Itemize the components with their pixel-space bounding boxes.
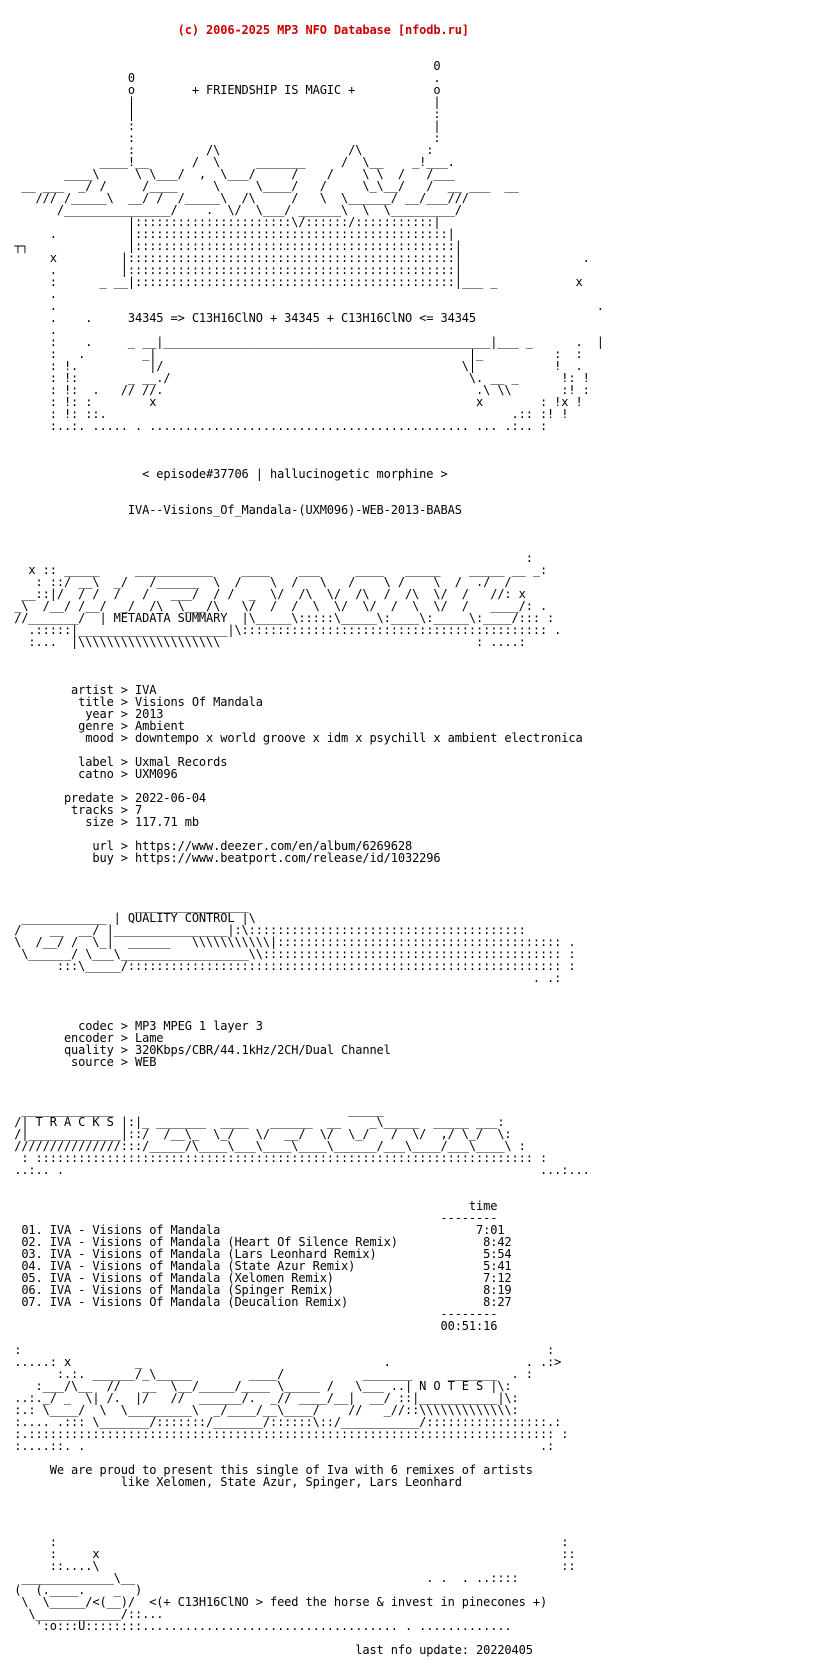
nfo-line: IVA--Visions_Of_Mandala-(UXM096)-WEB-2013-BABAS (0, 503, 462, 517)
nfo-line (0, 432, 604, 444)
nfo-line: encoder > Lame (0, 1031, 164, 1045)
nfo-line: 01. IVA - Visions of Mandala 7:01 (0, 1223, 505, 1237)
nfo-line: ..:.. . ...:... (0, 1163, 590, 1177)
nfo-text-body (0, 60, 604, 1656)
nfo-line: < episode#37706 | hallucinogetic morphine > (0, 467, 448, 481)
nfo-line (0, 528, 604, 540)
nfo-line: ┬┐ |:::::::::::::::::::::::::::::::::::::::::::::| (0, 239, 462, 253)
nfo-line: ..:._/ _ \| /. |/ // ______/. _// ____/__| __/ ::|___________|\: (0, 1391, 519, 1405)
nfo-line: url > https://www.deezer.com/en/album/6269628 (0, 839, 413, 853)
nfo-line: :___/\__ // __ \__/_____/____ \_____ / \___ ..| N O T E S |\: (0, 1379, 512, 1393)
nfo-line: 02. IVA - Visions of Mandala (Heart Of Silence Remix) 8:42 (0, 1235, 512, 1249)
nfo-line (0, 984, 604, 996)
nfo-line (0, 1512, 604, 1524)
nfo-line: x |::::::::::::::::::::::::::::::::::::::::::::::| . (0, 251, 590, 265)
nfo-line: |::::::::::::::::::::::\/::::::/:::::::::::| (0, 215, 441, 229)
nfo-line: : | (0, 119, 441, 133)
nfo-line: 06. IVA - Visions of Mandala (Spinger Remix) 8:19 (0, 1283, 512, 1297)
nfo-line: 0 (0, 59, 441, 73)
nfo-line: quality > 320Kbps/CBR/44.1kHz/2CH/Dual Channel (0, 1043, 391, 1057)
nfo-line: :..:. ..... . ............................................. ... .:.. : (0, 419, 548, 433)
nfo-line: :.:. ______/_\_____ ____/ _______ _______ . : (0, 1367, 533, 1381)
nfo-line: ________________ (0, 899, 249, 913)
nfo-line: :....::. . .: (0, 1439, 555, 1453)
nfo-line: buy > https://www.beatport.com/release/id/1032296 (0, 851, 441, 865)
nfo-line (0, 876, 604, 888)
nfo-line: .:::::|_____________________|\::::::::::::::::::::::::::::::::::::::::::: . (0, 623, 562, 637)
nfo-line: -------- (0, 1307, 498, 1321)
nfo-line: codec > MP3 MPEG 1 layer 3 (0, 1019, 263, 1033)
nfo-line: : ::/ __\ _/ /______ \ / \ / \ / \ / \ / ./ / (0, 575, 512, 589)
nfo-line: | | (0, 95, 441, 109)
nfo-line: : . _ __|______________________________________________|___ _ . | (0, 335, 604, 349)
nfo-line: : :::::::::::::::::::::::::::::::::::::::::::::::::::::::::::::::::::::: : (0, 1151, 548, 1165)
nfo-line: : !: ::. .:: :! ! (0, 407, 569, 421)
nfo-line: : : (0, 1535, 569, 1549)
nfo-line (0, 1632, 604, 1644)
nfo-line: size > 117.71 mb (0, 815, 199, 829)
nfo-line: like Xelomen, State Azur, Spinger, Lars Leonhard (0, 1475, 462, 1489)
nfo-line: source > WEB (0, 1055, 157, 1069)
nfo-line: title > Visions Of Mandala (0, 695, 263, 709)
nfo-line (0, 516, 604, 528)
nfo-line (0, 444, 604, 456)
nfo-line: | : (0, 107, 441, 121)
nfo-line: ____________ | QUALITY CONTROL |\ (0, 911, 256, 925)
nfo-line (0, 1500, 604, 1512)
nfo-line: ____\ \ \___/ , \___/ / / \ \ / /___ (0, 167, 455, 181)
nfo-line: : : (0, 131, 441, 145)
copyright-header: (c) 2006-2025 MP3 NFO Database [nfodb.ru] (0, 23, 469, 37)
nfo-line: ____!__ / \ _______ / \__ _!___. (0, 155, 455, 169)
nfo-line: -------- (0, 1211, 498, 1225)
nfo-line: ':o:::U::::::::.................................... . ............. (0, 1619, 512, 1633)
nfo-line: 04. IVA - Visions of Mandala (State Azur Remix) 5:41 (0, 1259, 512, 1273)
nfo-line: ///////////////:::/_____/\____\___\____\____\______/___\____/___\____\ : (0, 1139, 526, 1153)
nfo-line: \ /__/ / \_| ______ \\\\\\\\\\\|:::::::::::::::::::::::::::::::::::::::: . (0, 935, 576, 949)
nfo-line: ::....\ :: (0, 1559, 576, 1573)
nfo-line: \ \_____/<(__)/ <(+ C13H16ClNO > feed the horse & invest in pinecones +) (0, 1595, 548, 1609)
nfo-line: genre > Ambient (0, 719, 185, 733)
nfo-line: /|_____________|::/ /__\_ \_/ \/ __/ \/ \_/ / \/ ,/ \_/ \: (0, 1127, 512, 1141)
nfo-line: x :: _____ ___________ ____ ___ ____ _____ _____ __ _: (0, 563, 548, 577)
nfo-line: tracks > 7 (0, 803, 143, 817)
nfo-line: \______/ \___\__________________\\:::::::::::::::::::::::::::::::::::::::::: : (0, 947, 576, 961)
nfo-line: :.... .::: \_______/:::::::/_______/::::::\::/___________/:::::::::::::::::.: (0, 1415, 562, 1429)
nfo-line: : x :: (0, 1547, 576, 1561)
nfo-line: : (0, 551, 533, 565)
nfo-line: . . 34345 => C13H16ClNO + 34345 + C13H16ClNO <= 34345 (0, 311, 477, 325)
nfo-line: :::\_____/::::::::::::::::::::::::::::::::::::::::::::::::::::::::::::: : (0, 959, 576, 973)
nfo-line: / __ __/ |________________|:\::::::::::::::::::::::::::::::::::::::: (0, 923, 526, 937)
nfo-line (0, 1488, 604, 1500)
nfo-line: :.:::::::::::::::::::::::::::::::::::::::::::::::::::::::::::::::::::::::::: : (0, 1427, 569, 1441)
nfo-line: : _ __|:::::::::::::::::::::::::::::::::::::::::::::|___ _ x (0, 275, 583, 289)
nfo-line: //_______/ | METADATA SUMMARY |\_____\:::::\_____\:____\:_____\:____/::: : (0, 611, 555, 625)
nfo-line: label > Uxmal Records (0, 755, 228, 769)
nfo-line: year > 2013 (0, 707, 164, 721)
nfo-line: time (0, 1199, 498, 1213)
nfo-line (0, 1080, 604, 1092)
nfo-line: __ ___ _/ / /____ \ \____/ / \_\__/ / __ ___ __ (0, 179, 519, 193)
nfo-line (0, 864, 604, 876)
nfo-line: _\ /__/ /__/ _/ /\ \___/\ \/ / / \ \/ \/ / \ \/ / ____/: . (0, 599, 548, 613)
nfo-line: : !: . // //. .\ \\ :! : (0, 383, 590, 397)
nfo-line: : /\ /\ : (0, 143, 434, 157)
nfo-line: :... |\\\\\\\\\\\\\\\\\\\\ : ....: (0, 635, 526, 649)
nfo-line: last nfo update: 20220405 (0, 1643, 533, 1657)
nfo-line: ( (.____. _ ) (0, 1583, 143, 1597)
nfo-line: o + FRIENDSHIP IS MAGIC + o (0, 83, 441, 97)
nfo-line (0, 1176, 604, 1188)
nfo-line: _____________\__ . . . ..:::: (0, 1571, 519, 1585)
nfo-line: 07. IVA - Visions Of Mandala (Deucalion Remix) 8:27 (0, 1295, 512, 1309)
nfo-line: . |::::::::::::::::::::::::::::::::::::::::::::::| (0, 263, 462, 277)
nfo-line: artist > IVA (0, 683, 157, 697)
nfo-line: 03. IVA - Visions of Mandala (Lars Leonhard Remix) 5:54 (0, 1247, 512, 1261)
nfo-line: \____________/::... (0, 1607, 164, 1621)
nfo-line: . |::::::::::::::::::::::::::::::::::::::::::::| (0, 227, 455, 241)
nfo-line: . (0, 323, 57, 337)
nfo-line (0, 996, 604, 1008)
nfo-line: catno > UXM096 (0, 767, 178, 781)
nfo-line: /// /_____\ __/ / /_____\ /\ / \ \______/ __/___/// (0, 191, 469, 205)
nfo-line: /_______________/ . \/ \___/ ______\ \ \_________/ (0, 203, 462, 217)
nfo-line: . . (0, 299, 604, 313)
nfo-line: 0 . (0, 71, 441, 85)
nfo-line: We are proud to present this single of Iva with 6 remixes of artists (0, 1463, 533, 1477)
nfo-line: 05. IVA - Visions of Mandala (Xelomen Remix) 7:12 (0, 1271, 512, 1285)
nfo-line: _____________ _____ (0, 1103, 384, 1117)
nfo-line (0, 660, 604, 672)
nfo-line (0, 1068, 604, 1080)
nfo-line: : !: _ __./ \. __ _ !: ! (0, 371, 590, 385)
nfo-line (0, 648, 604, 660)
nfo-line: : !. |/ \| ! . (0, 359, 583, 373)
nfo-line: . .: (0, 971, 562, 985)
nfo-line: mood > downtempo x world groove x idm x psychill x ambient electronica (0, 731, 583, 745)
nfo-line: __::|/ / / / / ___/ / / _ \/ /\ \/ /\ / /\ \/ / //: x (0, 587, 526, 601)
nfo-line: /| T R A C K S |:|_ _______ ____ ______ __ _\_____ _____ ___: (0, 1115, 505, 1129)
nfo-line: 00:51:16 (0, 1319, 498, 1333)
nfo-line: : . _| |_ : : (0, 347, 583, 361)
nfo-line (0, 480, 604, 492)
nfo-line: . (0, 287, 57, 301)
nfo-line: : : (0, 1343, 555, 1357)
nfo-line: : !: : x x : !x ! (0, 395, 583, 409)
nfo-line: :.: \____/ \ \_________\ _/____/__\____/ // _//::\\\\\\\\\\\\\: (0, 1403, 519, 1417)
nfo-line: predate > 2022-06-04 (0, 791, 207, 805)
nfo-line: .....: x _ . . .:> (0, 1355, 562, 1369)
